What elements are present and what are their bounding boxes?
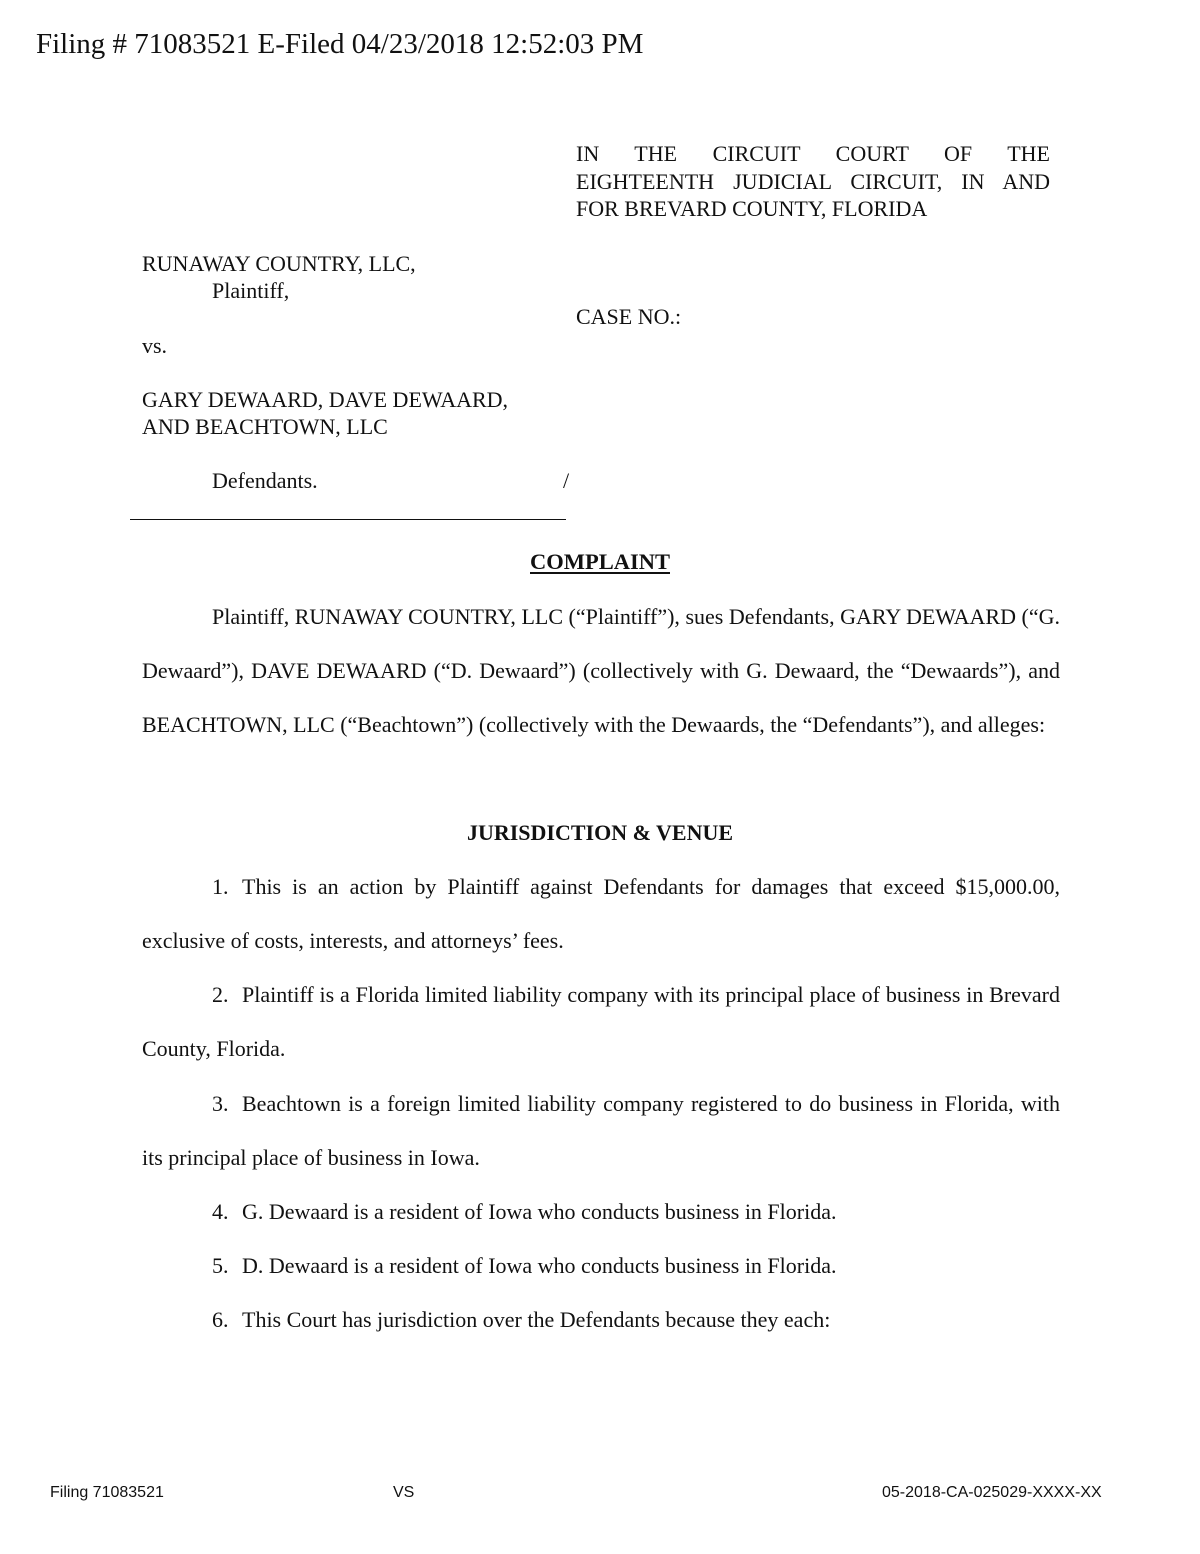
defendants-role: Defendants. xyxy=(212,468,318,493)
paragraph-number: 5. xyxy=(212,1253,229,1278)
versus-label: vs. xyxy=(142,333,168,358)
paragraph-number: 3. xyxy=(212,1091,229,1116)
footer-filing-number: Filing 71083521 xyxy=(50,1484,164,1501)
paragraph-number: 2. xyxy=(212,982,229,1007)
paragraph-text: This Court has jurisdiction over the Defendants because they each: xyxy=(242,1307,831,1332)
caption-slash: / xyxy=(563,468,570,493)
caption-divider xyxy=(130,519,566,520)
document-title-text: COMPLAINT xyxy=(530,549,670,574)
filing-stamp: Filing # 71083521 E-Filed 04/23/2018 12:52:03 PM xyxy=(36,28,644,60)
paragraph-number: 4. xyxy=(212,1199,229,1224)
numbered-paragraph-2 xyxy=(142,968,1060,1076)
numbered-paragraph-5 xyxy=(142,1239,1060,1293)
numbered-paragraph-4 xyxy=(142,1185,1060,1239)
court-caption xyxy=(576,140,1050,223)
paragraph-text: This is an action by Plaintiff against Defendants for damages that exceed $15,000.00, exclusive of costs, interests, and attorneys’ fees. xyxy=(142,874,1060,953)
court-line-3: FOR BREVARD COUNTY, FLORIDA xyxy=(576,196,928,221)
case-number-label: CASE NO.: xyxy=(576,304,682,329)
intro-paragraph: Plaintiff, RUNAWAY COUNTRY, LLC (“Plaintiff”), sues Defendants, GARY DEWAARD (“G. Dewaard”), DAVE DEWAARD (“D. Dewaard”) (collectively with G. Dewaard, the “Dewaards”), and BEACHTOWN, LLC (“Beachtown”) (collectively with the Dewaards, the “Defendants”), and alleges: xyxy=(142,604,1060,737)
paragraph-text: Beachtown is a foreign limited liability company registered to do business in Florida, with its principal place of business in Iowa. xyxy=(142,1091,1060,1170)
paragraph-text: G. Dewaard is a resident of Iowa who conducts business in Florida. xyxy=(242,1199,837,1224)
court-line-1: IN THE CIRCUIT COURT OF THE xyxy=(576,141,1050,166)
paragraph-text: D. Dewaard is a resident of Iowa who conducts business in Florida. xyxy=(242,1253,837,1278)
paragraph-text: Plaintiff is a Florida limited liability company with its principal place of business in Brevard County, Florida. xyxy=(142,982,1060,1061)
plaintiff-role: Plaintiff, xyxy=(212,278,290,303)
plaintiff-name: RUNAWAY COUNTRY, LLC, xyxy=(142,251,416,276)
court-line-2: EIGHTEENTH JUDICIAL CIRCUIT, IN AND xyxy=(576,168,1050,194)
numbered-paragraph-3 xyxy=(142,1077,1060,1185)
document-title xyxy=(0,549,1200,575)
defendants-line-2: AND BEACHTOWN, LLC xyxy=(142,414,388,439)
paragraph-number: 1. xyxy=(212,874,229,899)
defendants-line-1: GARY DEWAARD, DAVE DEWAARD, xyxy=(142,387,509,412)
paragraph-number: 6. xyxy=(212,1307,229,1332)
section-heading: JURISDICTION & VENUE xyxy=(466,820,734,845)
numbered-paragraph-1 xyxy=(142,860,1060,968)
footer-center-label: VS xyxy=(393,1484,415,1501)
footer-case-number: 05-2018-CA-025029-XXXX-XX xyxy=(882,1484,1102,1501)
numbered-paragraph-6 xyxy=(142,1293,1060,1347)
